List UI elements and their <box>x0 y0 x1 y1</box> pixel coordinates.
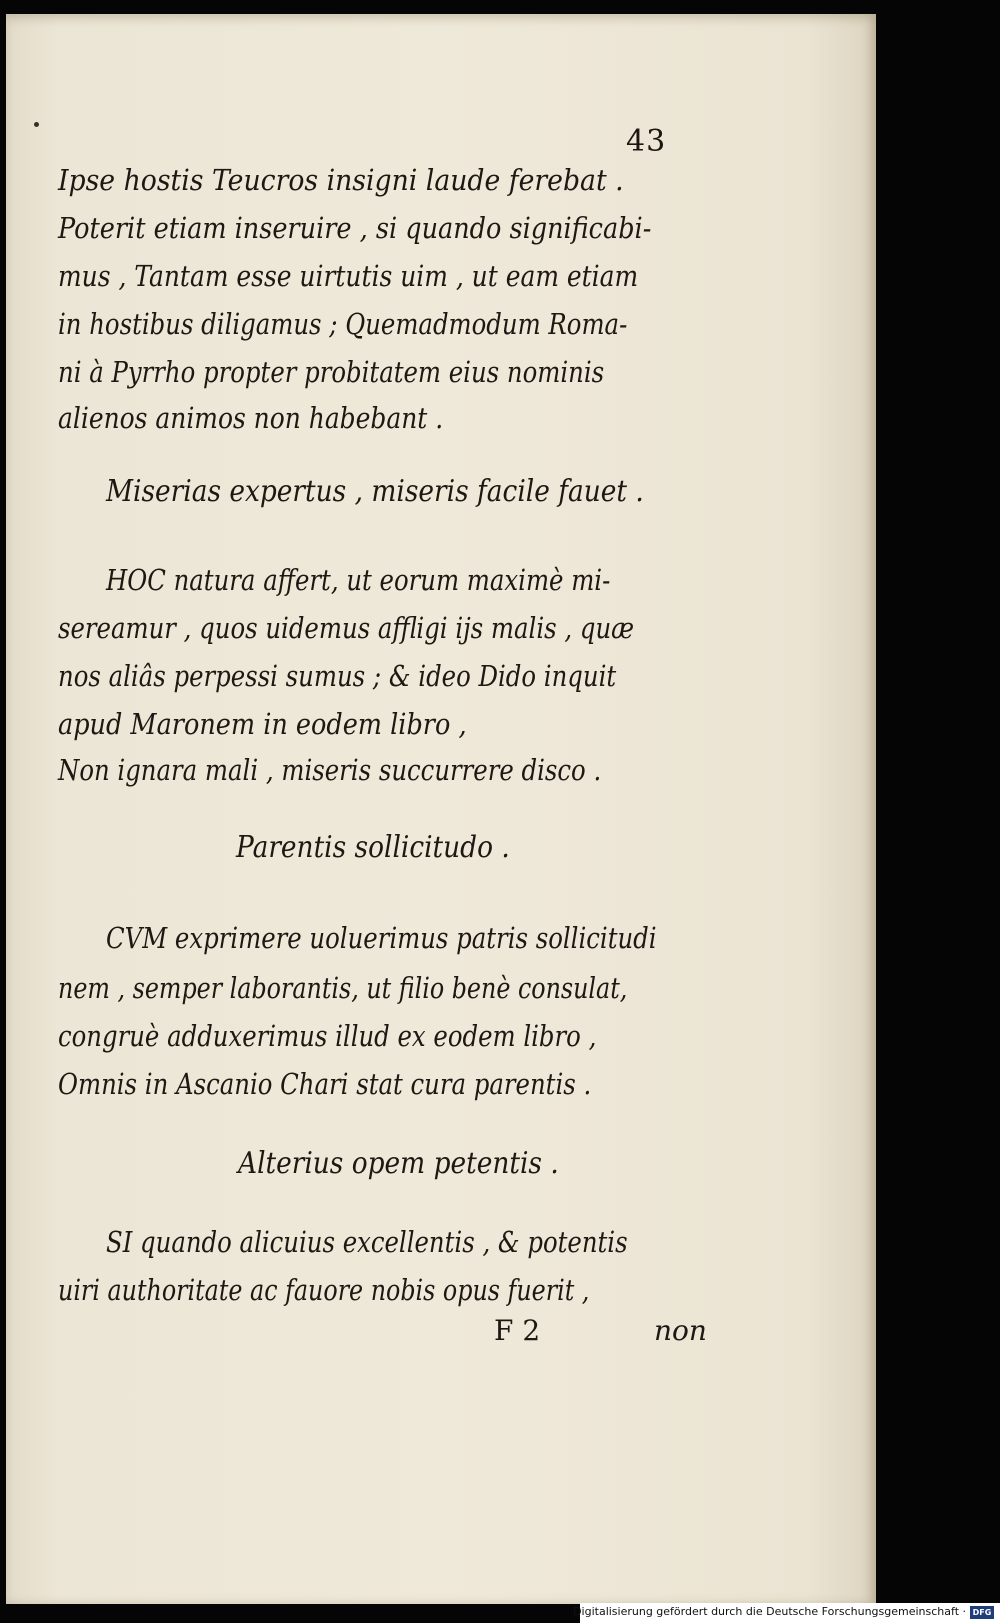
funding-credit: Digitalisierung gefördert durch die Deutsche Forschungsgemeinschaft · <box>573 1605 966 1618</box>
text-line: ni à Pyrrho propter probitatem eius nominis <box>58 355 605 389</box>
text-line: uiri authoritate ac fauore nobis opus fuerit , <box>58 1273 590 1307</box>
ink-spot <box>34 122 39 127</box>
text-line: nem , semper laborantis, ut filio benè consulat, <box>58 971 628 1005</box>
section-heading: Alterius opem petentis . <box>238 1146 559 1181</box>
text-line: in hostibus diligamus ; Quemadmodum Roma- <box>58 307 628 341</box>
text-line: mus , Tantam esse uirtutis uim , ut eam etiam <box>58 259 639 293</box>
text-line: Non ignara mali , miseris succurrere disco . <box>58 753 602 787</box>
dfg-logo: DFG <box>970 1606 994 1619</box>
text-line: sereamur , quos uidemus affligi ijs malis , quæ <box>58 611 635 645</box>
text-line: apud Maronem in eodem libro , <box>58 707 467 741</box>
text-line: HOC natura affert, ut eorum maximè mi- <box>106 563 611 597</box>
text-line: alienos animos non habebant . <box>58 401 444 435</box>
text-line: CVM exprimere uoluerimus patris sollicitudi <box>106 921 657 955</box>
text-line: congruè adduxerimus illud ex eodem libro , <box>58 1019 597 1053</box>
section-heading: Miserias expertus , miseris facile fauet . <box>106 474 644 509</box>
page-number: 43 <box>626 124 667 159</box>
book-page <box>6 14 876 1604</box>
signature-mark: F 2 <box>494 1314 541 1347</box>
text-line: Omnis in Ascanio Chari stat cura parentis . <box>58 1067 592 1101</box>
catchword: non <box>654 1314 707 1347</box>
text-line: nos aliâs perpessi sumus ; & ideo Dido inquit <box>58 659 617 693</box>
section-heading: Parentis sollicitudo . <box>236 830 510 865</box>
text-line: SI quando alicuius excellentis , & potentis <box>106 1225 628 1259</box>
text-line: Poterit etiam inseruire , si quando significabi- <box>58 211 652 245</box>
text-line: Ipse hostis Teucros insigni laude ferebat . <box>58 163 624 197</box>
